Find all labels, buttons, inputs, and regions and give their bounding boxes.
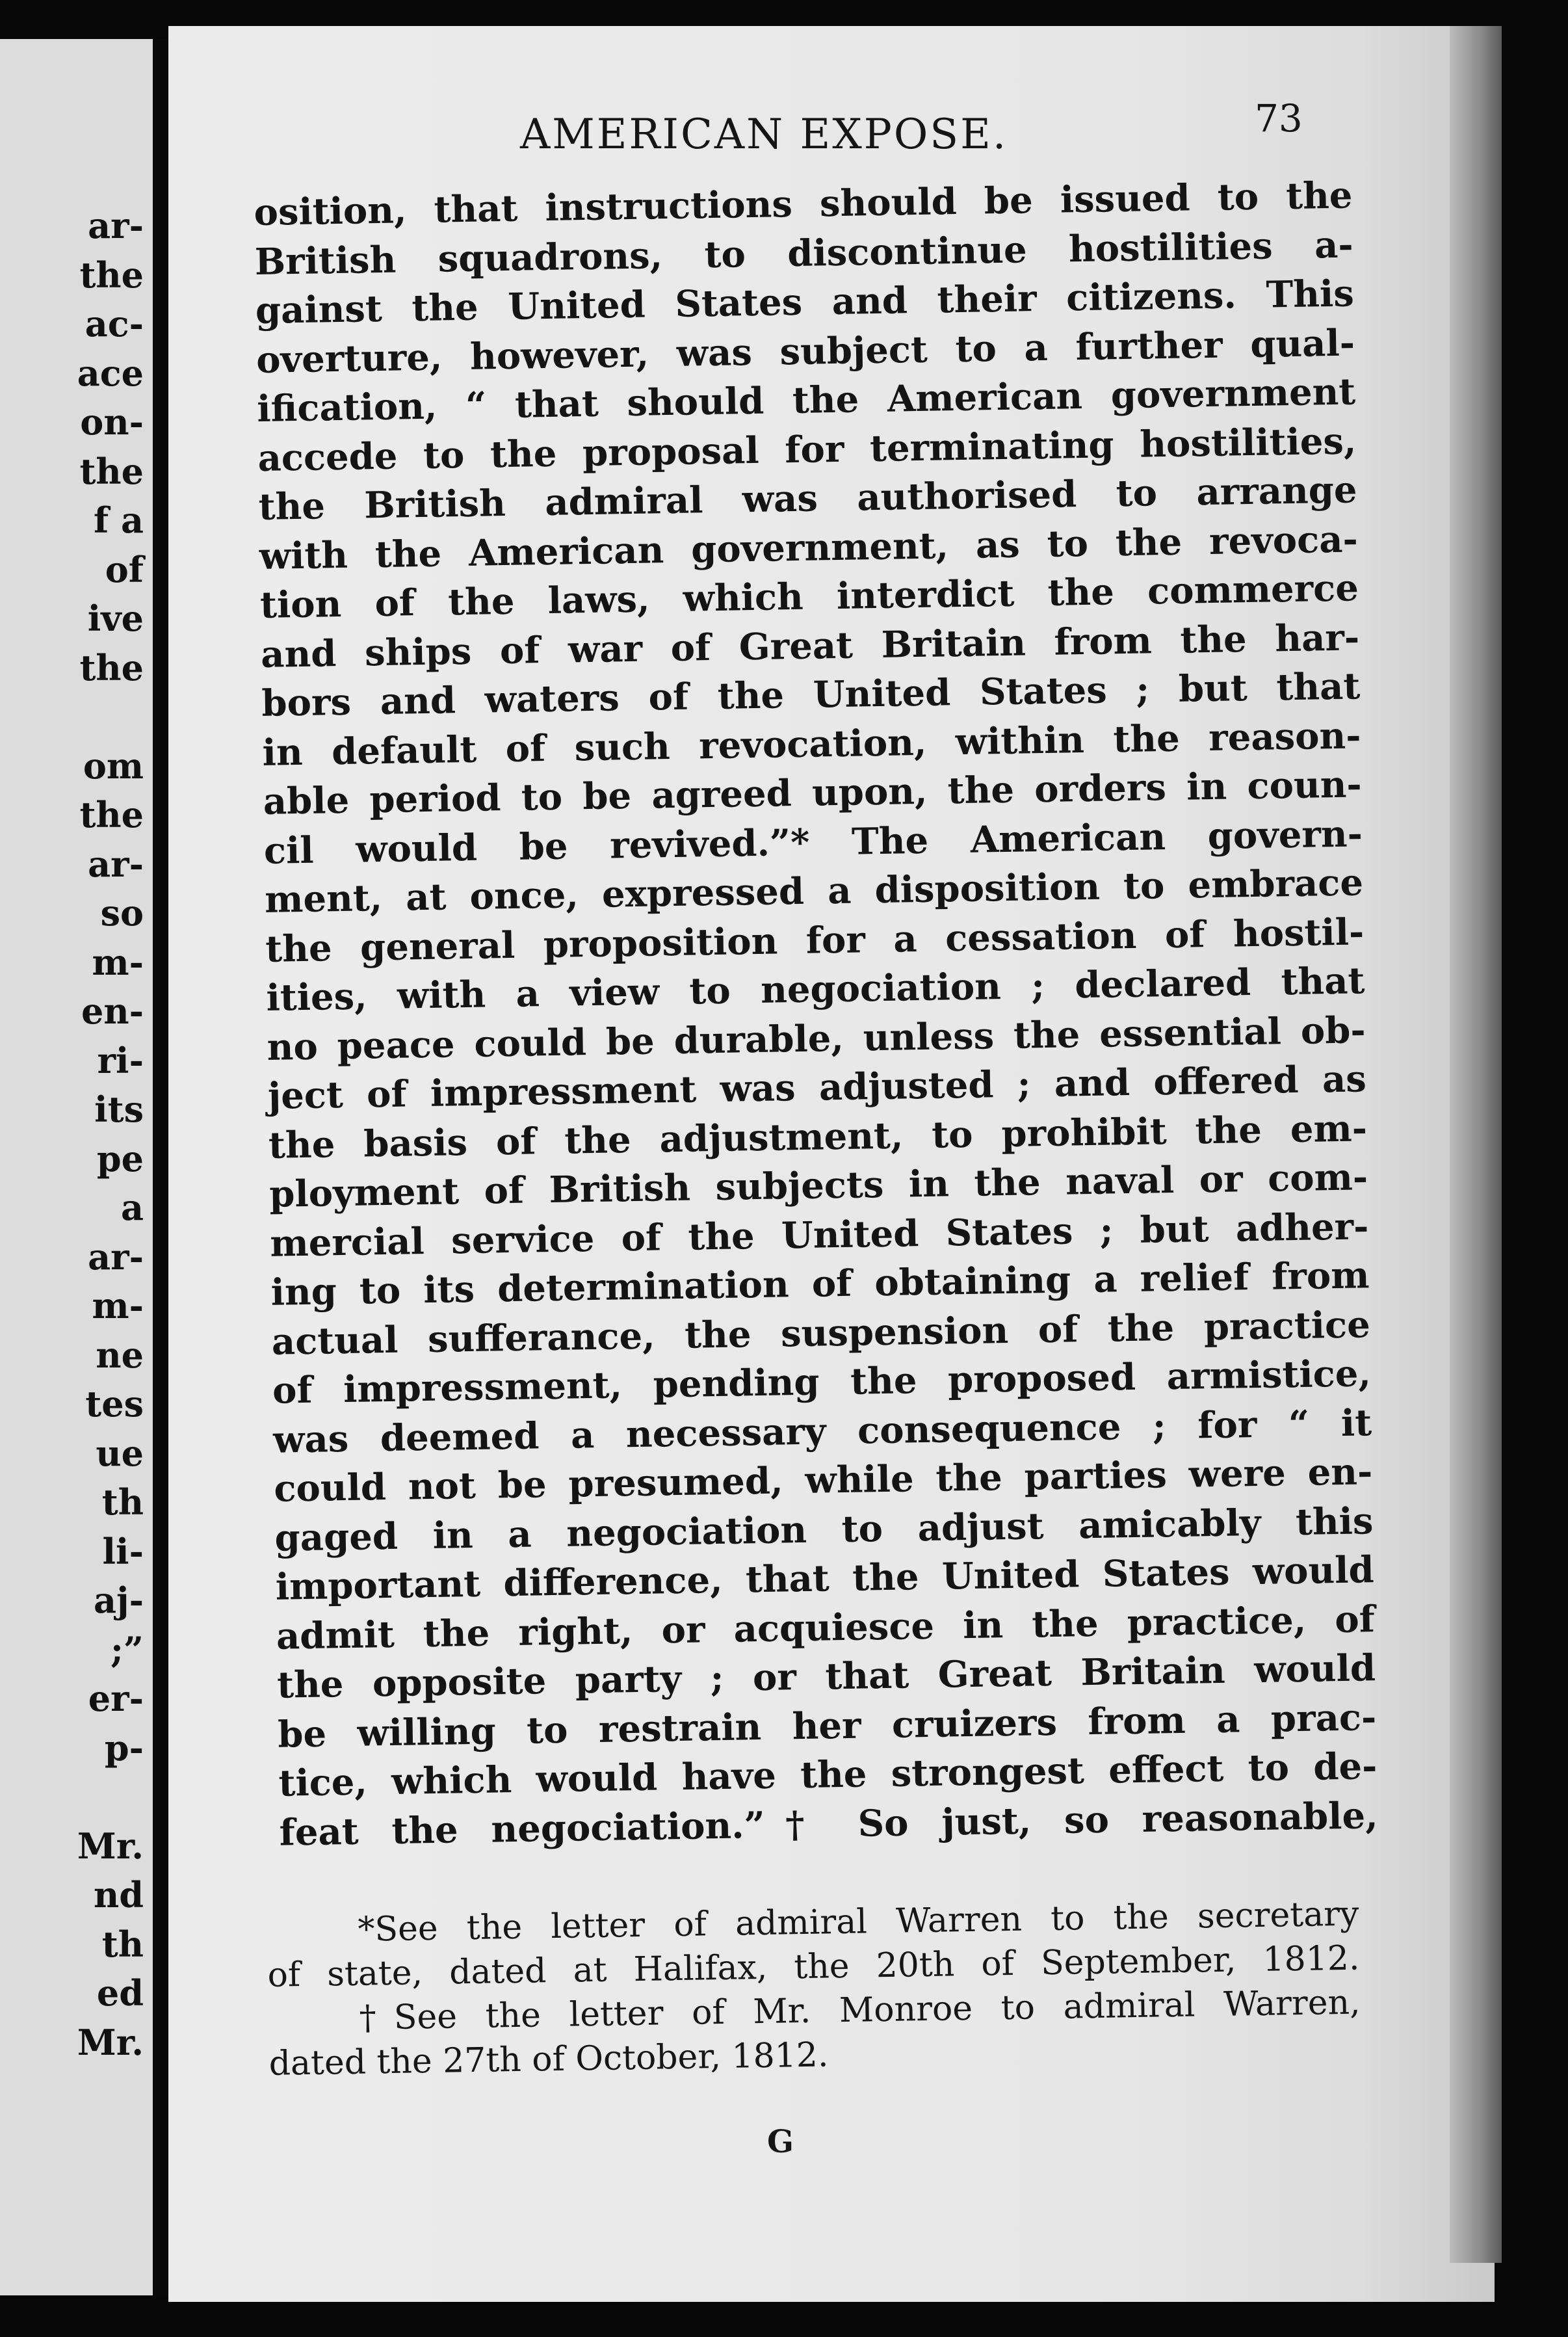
left-fragment: so [100,892,144,934]
body-line: cil would be revived.”* The American govern- [263,812,1363,873]
body-line: admit the right, or acquiesce in the practice, of [276,1597,1376,1658]
page-edge [1450,26,1502,2263]
book-gutter [153,39,168,2295]
footnote-line: of state, dated at Halifax, the 20th of September, 1812. [267,1938,1360,1995]
left-fragment: the [79,794,144,836]
left-fragment: en- [81,990,144,1032]
left-fragment: m- [92,941,144,983]
left-fragment: f a [93,499,144,541]
body-line: actual sufferance, the suspension of the practice [271,1302,1371,1364]
body-line: tice, which would have the strongest effect to de- [278,1745,1378,1805]
left-fragment: er- [88,1678,144,1719]
left-fragment: pe [96,1137,144,1180]
body-line: British squadrons, to discontinue hostilities a- [254,222,1354,284]
body-line: accede to the proposal for terminating hostilities, [257,419,1357,480]
left-page-text-fragments [0,202,153,2067]
left-fragment: th [101,1481,144,1523]
left-fragment: ar- [88,205,144,246]
left-fragment: ar- [88,843,144,885]
body-line: bors and waters of the United States ; but that [261,665,1361,725]
left-fragment: om [83,745,144,787]
footnote-line: dated the 27th of October, 1812. [268,2035,829,2083]
left-fragment: the [79,450,144,492]
body-line: could not be presumed, while the parties were en- [273,1450,1373,1511]
body-line: no peace could be durable, unless the essential ob- [267,1008,1366,1069]
left-fragment: ac- [85,303,144,345]
body-line: tion of the laws, which interdict the commerce [259,566,1359,627]
footnote-line: †See the letter of Mr. Monroe to admiral Warren, [359,1983,1361,2038]
body-line: ject of impressment was adjusted ; and offered as [267,1057,1367,1118]
left-page [0,39,153,2295]
body-line: the opposite party ; or that Great Britain would [276,1646,1376,1707]
body-line: gaged in a negociation to adjust amicably this [274,1499,1374,1560]
page-number: 73 [1255,96,1303,140]
left-fragment: ar- [88,1235,144,1278]
body-text [254,171,1378,1857]
left-fragment: aj- [94,1579,144,1621]
left-fragment: the [79,254,144,296]
running-head: AMERICAN EXPOSE. [520,111,1008,159]
left-fragment: its [94,1089,144,1130]
body-line: was deemed a necessary consequence ; for “ it [272,1401,1372,1462]
left-fragment: on- [80,401,144,443]
body-line: the basis of the adjustment, to prohibit the em- [268,1106,1368,1167]
body-line: ment, at once, expressed a disposition to embrace [264,861,1364,921]
left-fragment: ue [96,1432,144,1474]
left-fragment: of [105,548,144,590]
left-fragment: Mr. [77,1825,144,1867]
body-line: important difference, that the United States would [275,1548,1375,1609]
left-fragment: ed [96,1972,144,2014]
body-line: gainst the United States and their citizens. This [255,272,1355,332]
footnote-line: *See the letter of admiral Warren to the secretary [358,1894,1359,1949]
body-line: ing to its determination of obtaining a relief from [270,1254,1370,1314]
left-fragment: li- [102,1530,144,1572]
body-line: ployment of British subjects in the naval or com- [268,1155,1368,1216]
body-line: able period to be agreed upon, the orders in coun- [263,763,1363,823]
body-line: and ships of war of Great Britain from the har- [260,615,1360,676]
body-line: in default of such revocation, within the reason- [262,713,1361,774]
left-fragment: nd [93,1874,144,1916]
body-line: ification, “ that should the American government [256,370,1356,430]
body-line: osition, that instructions should be issued to the [254,174,1353,234]
left-fragment: tes [85,1383,144,1425]
left-fragment: a [121,1187,144,1228]
signature-mark: G [767,2124,794,2160]
left-fragment: ace [77,352,144,394]
left-fragment [0,693,153,742]
footnotes [267,1892,1361,2085]
body-line: of impressment, pending the proposed armistice, [272,1352,1372,1412]
body-line: the British admiral was authorised to arrange [258,468,1358,529]
body-line: mercial service of the United States ; but adher- [269,1204,1369,1265]
body-line: the general proposition for a cessation of hostil- [265,910,1365,971]
left-fragment: ;” [111,1628,144,1670]
body-line: overture, however, was subject to a further qual- [255,321,1355,382]
body-line: with the American government, as to the revoca- [259,517,1359,578]
left-fragment: Mr. [77,2021,144,2063]
body-line: feat the negociation.”† So just, so reasonable, [279,1793,1379,1855]
left-fragment: th [101,1923,144,1965]
left-fragment [0,1773,153,1822]
left-fragment: ive [87,598,144,639]
left-fragment: the [79,646,144,689]
body-line: ities, with a view to negociation ; declared that [266,959,1365,1020]
left-fragment: m- [92,1285,144,1327]
left-fragment: ri- [97,1039,144,1081]
left-fragment: ne [96,1334,144,1376]
left-fragment: p- [104,1726,144,1769]
body-line: be willing to restrain her cruizers from a prac- [277,1695,1377,1756]
